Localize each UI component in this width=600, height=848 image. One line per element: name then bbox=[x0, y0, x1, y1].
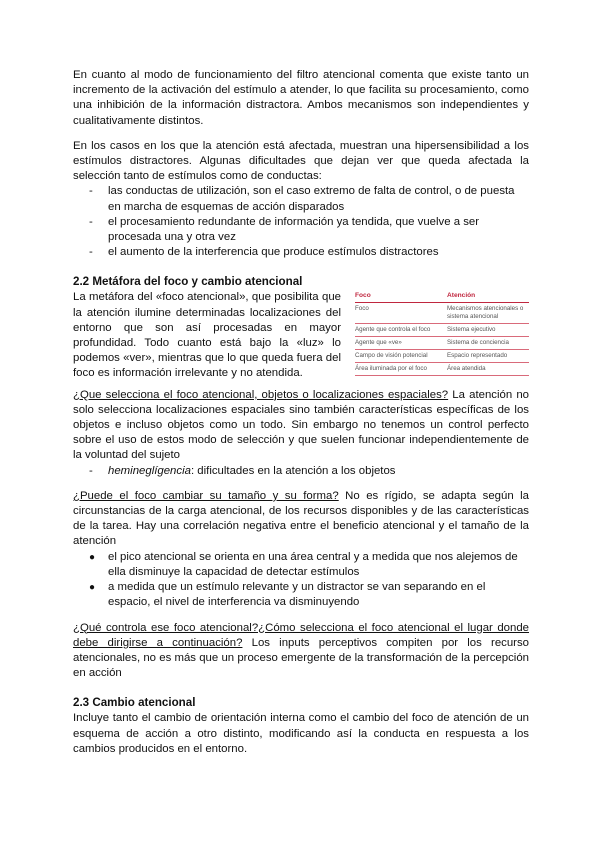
bullet-marker: ● bbox=[89, 582, 96, 594]
dash-marker: - bbox=[89, 185, 93, 198]
question-focus-control: ¿Qué controla ese foco atencional?¿Cómo selecciona el foco atencional el lugar donde debe dirigirse a continuación? bbox=[73, 621, 529, 649]
hemineglect-text: : dificultades en la atención a los objetos bbox=[190, 464, 396, 477]
table-header-cell: Atención bbox=[447, 292, 476, 300]
paragraph-what-selects bbox=[73, 388, 529, 464]
document-page bbox=[73, 68, 529, 757]
table-row bbox=[355, 324, 529, 337]
table-row bbox=[355, 337, 529, 350]
answer-focus-size: No es rígido, se adapta según la circunstancias de la carga atencional, de los recursos disponibles y de las características de la tarea. Hay una correlación negativa entre el beneficio atencional y el tamaño de la atención bbox=[73, 489, 529, 548]
question-focus-size: ¿Puede el foco cambiar su tamaño y su forma? bbox=[73, 489, 339, 502]
paragraph-focus-size bbox=[73, 489, 529, 550]
table-row bbox=[355, 303, 529, 324]
difficulties-list bbox=[73, 184, 529, 260]
paragraph-focus-control bbox=[73, 621, 529, 682]
paragraph-attention-shift: Incluye tanto el cambio de orientación interna como el cambio del foco de atención de un esquema de acción a otro distinto, modificando así la conducta en respuesta a los cambios producidos en el entorno. bbox=[73, 712, 529, 755]
section-heading-2-3: 2.3 Cambio atencional bbox=[73, 696, 196, 710]
paragraph-affected-attention: En los casos en los que la atención está afectada, muestran una hipersensibilidad a los estímulos distractores. Algunas dificultades que dejan ver que queda afectada la selección tanto de estímulos como de conductas: bbox=[73, 139, 529, 183]
table-cell: Sistema de conciencia bbox=[447, 339, 509, 347]
dash-marker: - bbox=[89, 215, 93, 228]
table-cell: Agente que controla el foco bbox=[355, 326, 431, 334]
table-cell: Foco bbox=[355, 305, 369, 313]
question-what-selects: ¿Que selecciona el foco atencional, objetos o localizaciones espaciales? bbox=[73, 388, 449, 401]
bullet-marker: ● bbox=[89, 551, 96, 563]
table-row bbox=[355, 350, 529, 363]
table-cell: Campo de visión potencial bbox=[355, 352, 428, 360]
list-item: ● a medida que un estímulo relevante y un distractor se van separando en el espacio, el nivel de interferencia va disminuyendo bbox=[89, 581, 486, 609]
list-item: ● el pico atencional se orienta en una área central y a medida que nos alejemos de ella disminuye la capacidad de detectar estímulos bbox=[89, 550, 518, 578]
answer-what-selects: La atención no solo selecciona localizaciones espaciales sino también características específicas de los objetos e incluso objetos como un todo. Sin embargo no tenemos un control perfecto sobre el uso de estos modo de selección y que suelen funcionar independientemente de la voluntad del sujeto bbox=[73, 388, 529, 462]
focus-size-list bbox=[73, 550, 529, 611]
list-item: - el aumento de la interferencia que produce estímulos distractores bbox=[73, 245, 529, 260]
hemineglect-term: hemineglígencia bbox=[108, 464, 191, 477]
section-heading-2-2: 2.2 Metáfora del foco y cambio atencional bbox=[73, 275, 303, 289]
focus-metaphor-block bbox=[73, 290, 529, 381]
table-row bbox=[355, 363, 529, 376]
dash-marker: - bbox=[89, 464, 93, 477]
list-item: - las conductas de utilización, son el caso extremo de falta de control, o de puesta en marcha de esquemas de acción disparados bbox=[89, 185, 515, 213]
paragraph-filter: En cuanto al modo de funcionamiento del filtro atencional comenta que existe tanto un incremento de la activación del estímulo a atender, lo que facilita su procesamiento, como una inhibición de la información distractora. Ambos mecanismos son independientes y cualitativamente distintos. bbox=[73, 69, 529, 127]
table-cell: Agente que «ve» bbox=[355, 339, 402, 347]
table-header-cell: Foco bbox=[355, 292, 371, 300]
answer-focus-control: Los inputs perceptivos compiten por los recurso atencionales, no es más que un proceso emergente de la transformación de la percepción en acción bbox=[73, 636, 530, 680]
paragraph-focus-metaphor: La metáfora del «foco atencional», que posibilita que la atención ilumine determinadas localizaciones del entorno que son así procesadas en mayor profundidad. Todo cuanto está bajo la «luz» lo podemos «ver», mientras que lo que queda fuera del foco es información irrelevante y no atendida. bbox=[73, 291, 341, 380]
table-cell: Mecanismos atencionales o sistema atencional bbox=[447, 305, 524, 321]
table-header-row bbox=[355, 290, 529, 303]
table-cell: Área iluminada por el foco bbox=[355, 365, 427, 373]
table-cell: Sistema ejecutivo bbox=[447, 326, 496, 334]
table-cell: Área atendida bbox=[447, 365, 486, 373]
list-item bbox=[73, 464, 529, 479]
hemineglect-list bbox=[73, 464, 529, 479]
focus-attention-table bbox=[355, 290, 529, 376]
dash-marker: - bbox=[89, 246, 93, 259]
list-item: - el procesamiento redundante de información ya tendida, que vuelve a ser procesada una y otra vez bbox=[89, 215, 480, 244]
table-cell: Espacio representado bbox=[447, 352, 508, 360]
